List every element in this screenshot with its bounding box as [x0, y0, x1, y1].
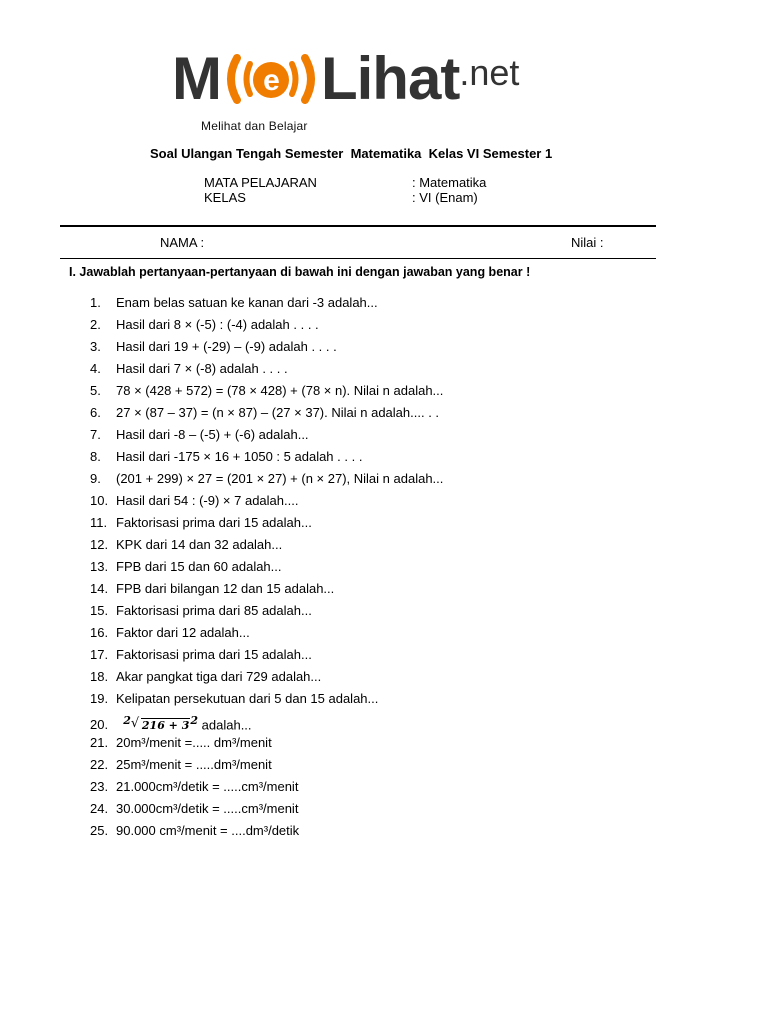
- question-number: 9.: [90, 471, 101, 486]
- list-item: [90, 404, 443, 426]
- question-text: KPK dari 14 dan 32 adalah...: [116, 537, 283, 552]
- logo-letter-m: M: [172, 45, 221, 112]
- question-text: Hasil dari 7 × (-8) adalah . . . .: [116, 361, 288, 376]
- question-number: 1.: [90, 295, 101, 310]
- question-text: 21.000cm³/detik = .....cm³/menit: [116, 779, 299, 794]
- question-number: 6.: [90, 405, 101, 420]
- list-item: [90, 646, 443, 668]
- question-text: Hasil dari 8 × (-5) : (-4) adalah . . . .: [116, 317, 319, 332]
- question-text: Hasil dari 54 : (-9) × 7 adalah....: [116, 493, 299, 508]
- divider-top: [60, 225, 656, 227]
- question-text: 90.000 cm³/menit = ....dm³/detik: [116, 823, 300, 838]
- question-text: 25m³/menit = .....dm³/menit: [116, 757, 272, 772]
- list-item: [90, 690, 443, 712]
- question-text: Akar pangkat tiga dari 729 adalah...: [116, 669, 322, 684]
- question-number: 18.: [90, 669, 109, 684]
- list-item: [90, 624, 443, 646]
- question-text: Hasil dari -175 × 16 + 1050 : 5 adalah . . . .: [116, 449, 363, 464]
- question-number: 16.: [90, 625, 109, 640]
- list-item: [90, 382, 443, 404]
- logo-suffix: .net: [459, 52, 520, 93]
- math-root-index: 2: [123, 714, 131, 727]
- question-number: 10.: [90, 493, 109, 508]
- question-number: 11.: [90, 515, 108, 530]
- list-item: [90, 822, 443, 844]
- list-item: [90, 800, 443, 822]
- question-text: Faktorisasi prima dari 85 adalah...: [116, 603, 312, 618]
- question-number: 8.: [90, 449, 101, 464]
- page-title: Soal Ulangan Tengah Semester Matematika Kelas VI Semester 1: [150, 146, 553, 161]
- site-logo: [172, 45, 602, 112]
- list-item: [90, 734, 443, 756]
- question-number: 15.: [90, 603, 109, 618]
- question-number: 3.: [90, 339, 101, 354]
- meta-class-value: : VI (Enam): [412, 190, 478, 205]
- question-text: Hasil dari 19 + (-29) – (-9) adalah . . . .: [116, 339, 337, 354]
- list-item: [90, 470, 443, 492]
- question-text: 30.000cm³/detik = .....cm³/menit: [116, 801, 299, 816]
- list-item: [90, 426, 443, 448]
- list-item: [90, 668, 443, 690]
- divider-bottom: [60, 258, 656, 259]
- math-exponent: 2: [190, 714, 199, 727]
- logo-word-lihat: Lihat: [320, 45, 460, 112]
- question-number: 4.: [90, 361, 101, 376]
- question-text: Faktorisasi prima dari 15 adalah...: [116, 515, 312, 530]
- list-item: [90, 338, 443, 360]
- question-number: 21.: [90, 735, 109, 750]
- meta-class-label: KELAS: [204, 190, 246, 205]
- svg-text:e: e: [263, 64, 279, 97]
- question-text: Enam belas satuan ke kanan dari -3 adalah...: [116, 295, 378, 310]
- math-sqrt: [131, 717, 191, 735]
- question-number: 22.: [90, 757, 109, 772]
- question-text: FPB dari bilangan 12 dan 15 adalah...: [116, 581, 335, 596]
- list-item: [90, 536, 443, 558]
- question-number: 7.: [90, 427, 101, 442]
- meta-subject-value: : Matematika: [412, 175, 487, 190]
- list-item: [90, 360, 443, 382]
- question-number: 23.: [90, 779, 109, 794]
- question-text: Kelipatan persekutuan dari 5 dan 15 adalah...: [116, 691, 379, 706]
- question-text: Hasil dari -8 – (-5) + (-6) adalah...: [116, 427, 309, 442]
- meta-class: [204, 190, 478, 205]
- list-item: [90, 558, 443, 580]
- meta-subject: [204, 175, 487, 190]
- list-item: [90, 602, 443, 624]
- list-item: [90, 712, 443, 734]
- name-label: NAMA :: [160, 235, 205, 250]
- list-item: [90, 756, 443, 778]
- meta-subject-label: MATA PELAJARAN: [204, 175, 317, 190]
- logo-wordmark: [172, 45, 520, 118]
- logo-tagline: Melihat dan Belajar: [201, 119, 308, 133]
- list-item: [90, 778, 443, 800]
- score-label: Nilai :: [571, 235, 604, 250]
- list-item: [90, 448, 443, 470]
- math-radicand: 216 + 3: [141, 719, 190, 733]
- list-item: [90, 316, 443, 338]
- question-number: 19.: [90, 691, 109, 706]
- question-text: Faktor dari 12 adalah...: [116, 625, 250, 640]
- question-text: (201 + 299) × 27 = (201 × 27) + (n × 27), Nilai n adalah...: [116, 471, 444, 486]
- list-item: [90, 580, 443, 602]
- eye-icon: [223, 48, 319, 110]
- question-number: 5.: [90, 383, 101, 398]
- question-number: 12.: [90, 537, 109, 552]
- question-list: [90, 294, 443, 844]
- question-number: 17.: [90, 647, 109, 662]
- question-number: 24.: [90, 801, 109, 816]
- question-text: 27 × (87 – 37) = (n × 87) – (27 × 37). Nilai n adalah.... . .: [116, 405, 440, 420]
- question-number: 14.: [90, 581, 109, 596]
- question-number: 2.: [90, 317, 101, 332]
- list-item: [90, 294, 443, 316]
- question-text-tail: adalah...: [198, 717, 252, 733]
- question-text: FPB dari 15 dan 60 adalah...: [116, 559, 282, 574]
- sqrt-icon: √: [130, 716, 140, 732]
- question-text: 78 × (428 + 572) = (78 × 428) + (78 × n). Nilai n adalah...: [116, 383, 444, 398]
- question-text: Faktorisasi prima dari 15 adalah...: [116, 647, 312, 662]
- list-item: [90, 492, 443, 514]
- question-number: 13.: [90, 559, 109, 574]
- list-item: [90, 514, 443, 536]
- section-instruction: I. Jawablah pertanyaan-pertanyaan di bawah ini dengan jawaban yang benar !: [69, 265, 531, 279]
- question-text: [116, 712, 252, 735]
- question-text: 20m³/menit =..... dm³/menit: [116, 735, 272, 750]
- question-number: 25.: [90, 823, 109, 838]
- question-number: 20.: [90, 717, 109, 733]
